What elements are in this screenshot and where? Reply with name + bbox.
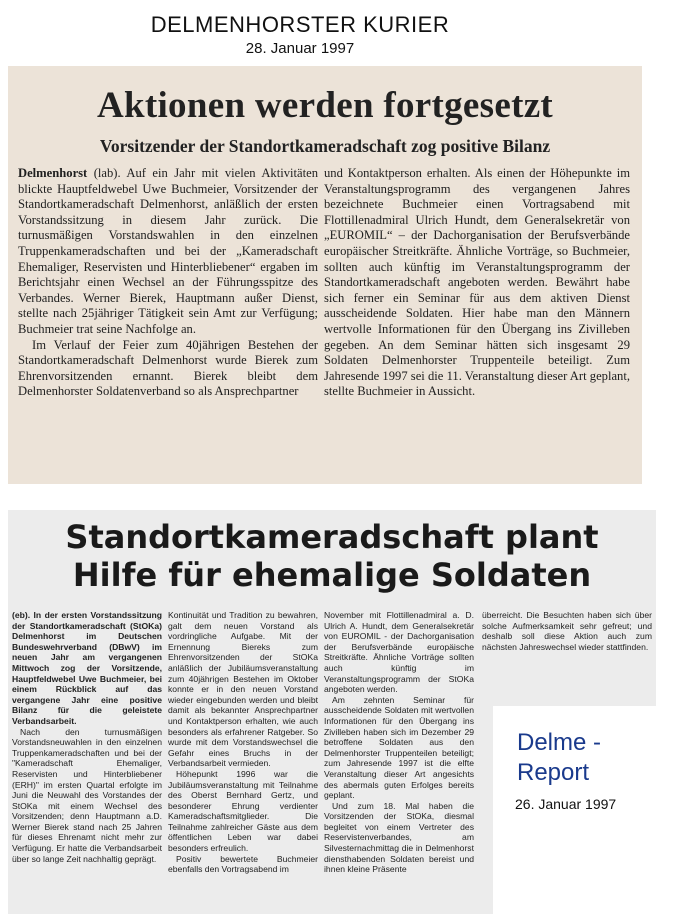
- article-paragraph: Nach den turnusmäßigen Vorstandsneuwahlen in den einzelnen Truppenkameradschaften und bei der "Kameradschaft Ehemaliger, Reservisten und Hinterbliebener (ERH)" im ersten Quartal erfolgte im Juni die Neuwahl des Vorstandes der StOKa mit einem Wechsel des Vorsitzenden; denn Hauptmann a.D. Werner Bierek stand nach 25 Jahren für dieses Ehrenamt nicht mehr zur Verfügung. Er hatte die Verbandsarbeit über so lange Zeit nachhaltig geprägt.: [12, 726, 162, 864]
- newspaper-date: 28. Januar 1997: [245, 40, 355, 57]
- article-dateline: Delmenhorst: [18, 166, 88, 180]
- article-column-4: [482, 610, 652, 652]
- article-paragraph: und Kontaktperson erhalten. Als einen der Höhepunkte im Veranstaltungsprogramm des vergangenen Jahres bezeichnete Buchmeier einen Vortragsabend mit Flottillenadmiral Ulrich Hundt, dem Generalsekretär von „EUROMIL“ – der Dachorganisation der Berufsverbände europäischer Streitkräfte. Ähnliche Vorträge, so Buchmeier, sollten auch künftig im Veranstaltungsprogramm der Standortkameradschaft angeboten werden. Bewährt habe sich ferner ein Seminar für aus dem aktiven Dienst ausscheidende Soldaten. Hier habe man den Männern wertvolle Informationen für den Übergang ins Zivilleben gegeben. An dem Seminar hätten sich insgesamt 29 Soldaten Delmenhorster Truppenteile beteiligt. Zum Jahresende 1997 sei die 11. Veranstaltung dieser Art geplant, stellte Buchmeier in Aussicht.: [324, 166, 630, 399]
- delme-report-label: [493, 706, 656, 914]
- article-title: Aktionen werden fortgesetzt: [96, 85, 554, 126]
- article-subtitle: Vorsitzender der Standortkameradschaft zog positive Bilanz: [99, 136, 551, 156]
- article-headline-line2: Hilfe für ehemalige Soldaten: [72, 556, 592, 594]
- article-column-2: [324, 166, 630, 400]
- article-lead: (eb). In der ersten Vorstandssitzung der Standortkameradschaft (StOKa) Delmenhorst im Deutschen Bundeswehrverband (DBwV) im neuen Jahr am vergangenen Mittwoch zog der Vorsitzende, Hauptfeldwebel Uwe Buchmeier, bei einem Rückblick auf das vergangene Jahr eine positive Bilanz für die geleistete Verbandsarbeit.: [12, 610, 162, 726]
- article-headline-line1: Standortkameradschaft plant: [65, 518, 599, 556]
- article-paragraph: (lab). Auf ein Jahr mit vielen Aktivitäten blickte Hauptfeldwebel Uwe Buchmeier, Vorsitzender der Standortkameradschaft Delmenhorst, anläßlich der ersten Vorstandssitzung in diesem Jahr zurück. Die turnusmäßigen Vorstandswahlen in den einzelnen Truppenkameradschaften und bei der „Kameradschaft Ehemaliger, Reservisten und Hinterbliebener“ ergaben im Berichtsjahr einen Wechsel an der Führungsspitze des Verbandes. Werner Bierek, Hauptmann außer Dienst, stellte nach 25jähriger Tätigkeit sein Amt zur Verfügung; Buchmeier trat seine Nachfolge an.: [18, 166, 318, 336]
- article-column-1: [12, 610, 162, 864]
- article-paragraph: Kontinuität und Tradition zu bewahren, galt dem neuen Vorstand als vordringliche Aufgabe. Mit der Ernennung Biereks zum Ehrenvorsitzenden der StOKa anläßlich der Jubiläumsveranstaltung zum 40jährigen Bestehen im Oktober konnte er in den neuen Vorstand wieder eingebunden werden und bleibt damit als bekannter Ansprechpartner und Kontaktperson erhalten, wie auch besonders als erfahrener Ratgeber. So wurde mit dem Vorstandswechsel die Gefahr eines Bruchs in der Verbandsarbeit vermieden.: [168, 610, 318, 769]
- article-paragraph: November mit Flottillenadmiral a. D. Ulrich A. Hundt, dem Generalsekretär von EUROMIL - der Dachorganisation der Berufsverbände europäische Streitkräfte. Ähnliche Vorträge sollten auch künftig im Veranstaltungsprogramm der StOKa angeboten werden.: [324, 610, 474, 695]
- article-column-2: [168, 610, 318, 875]
- article-paragraph: Positiv bewertete Buchmeier ebenfalls den Vortragsabend im: [168, 853, 318, 875]
- article-paragraph: Und zum 18. Mal haben die Vorsitzenden der StOKa, diesmal begleitet von einem Vertreter des Reservistenverbandes, am Silvesternachmittag die in Delmenhorst diensthabenden Soldaten bereist und ihnen kleine Präsente: [324, 800, 474, 875]
- newspaper-name: DELMENHORSTER KURIER: [150, 12, 450, 37]
- article-paragraph: Im Verlauf der Feier zum 40jährigen Bestehen der Standortkameradschaft Delmenhorst wurde Bierek zum Ehrenvorsitzenden ernannt. Bierek bleibt dem Delmenhorster Soldatenverband so als Ansprechpartner: [18, 337, 318, 399]
- article-paragraph: Am zehnten Seminar für ausscheidende Soldaten mit wertvollen Informationen für den Übergang ins Zivilleben haben sich im Dezember 29 betroffene Soldaten aus den Delmenhorster Truppenteilen beteiligt; zum Jahresende 1997 ist die elfte Veranstaltung dieser Art angesichts des abermals guten Erfolges bereits geplant.: [324, 694, 474, 801]
- publication-name: Delme - Report: [517, 729, 602, 786]
- article-paragraph: Höhepunkt 1996 war die Jubiläumsveranstaltung mit Teilnahme des Oberst Bernhard Gertz, und besonderer Ehrung verdienter Kameradschaftsmitglieder. Die Teilnahme zahlreicher Gäste aus dem öffentlichen Leben war dabei besonders erfreulich.: [168, 768, 318, 854]
- article-column-3: [324, 610, 474, 875]
- article-paragraph: überreicht. Die Besuchten haben sich über solche Aufmerksamkeit sehr gefreut; und deshalb soll diese Aktion auch zum nächsten Jahreswechsel wieder stattfinden.: [482, 610, 652, 652]
- clipping-kurier: [8, 66, 642, 484]
- publication-date: 26. Januar 1997: [515, 796, 617, 812]
- article-column-1: [18, 166, 318, 400]
